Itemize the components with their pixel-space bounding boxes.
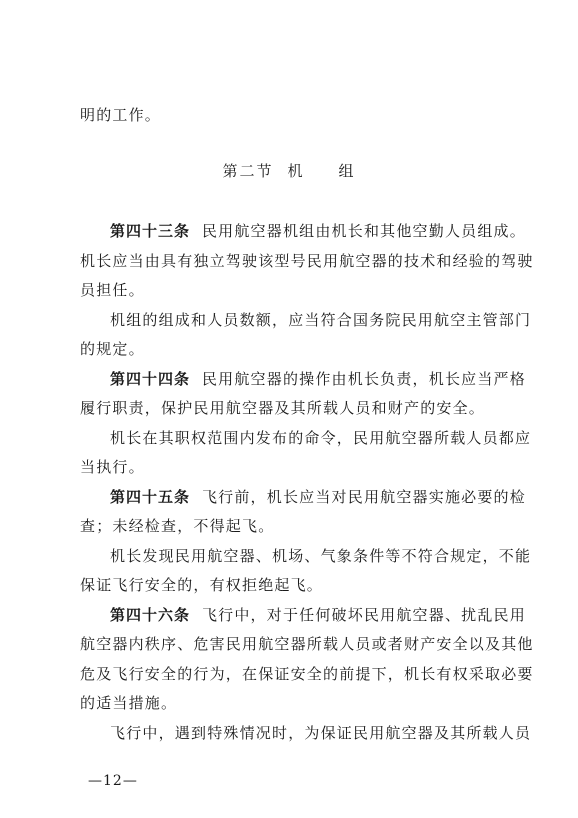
- paragraph-line: 机长应当由具有独立驾驶该型号民用航空器的技术和经验的驾驶: [80, 251, 534, 270]
- article-number: 第四十四条: [110, 369, 191, 388]
- paragraph-line: 航空器内秩序、危害民用航空器所载人员或者财产安全以及其他: [80, 635, 534, 653]
- captain-orders-paragraph: [80, 424, 532, 483]
- paragraph-line: 机组的组成和人员数额，应当符合国务院民用航空主管部门: [110, 310, 532, 329]
- crew-composition-paragraph: [80, 306, 532, 365]
- paragraph-line: 当执行。: [80, 458, 145, 476]
- section-heading-part1: 第二节: [222, 162, 274, 180]
- paragraph-line: 机长发现民用航空器、机场、气象条件等不符合规定，不能: [110, 546, 532, 565]
- article-46-paragraph: [80, 601, 534, 719]
- paragraph-line: 查；未经检查，不得起飞。: [80, 517, 275, 535]
- carryover-text: [80, 101, 512, 131]
- paragraph-line: 第四十三条 民用航空器机组由机长和其他空勤人员组成。: [110, 222, 526, 240]
- paragraph-line: 机长在其职权范围内发布的命令，民用航空器所载人员都应: [110, 428, 532, 447]
- section-heading: [0, 160, 578, 181]
- article-44-paragraph: [80, 365, 526, 424]
- carryover-line: 明的工作。: [80, 106, 162, 124]
- paragraph-line: 保证飞行安全的，有权拒绝起飞。: [80, 576, 324, 594]
- section-heading-part3: 组: [338, 162, 356, 180]
- paragraph-line: 第四十五条 飞行前，机长应当对民用航空器实施必要的检: [110, 487, 526, 506]
- article-number: 第四十六条: [110, 605, 191, 624]
- article-number: 第四十三条: [110, 222, 191, 240]
- article-45-paragraph: [80, 483, 526, 542]
- paragraph-line: 的适当措施。: [80, 694, 178, 712]
- article-43-paragraph: [80, 217, 534, 306]
- page-number: —12—: [88, 773, 138, 789]
- paragraph-line: 的规定。: [80, 340, 145, 358]
- body-text: [80, 217, 534, 748]
- paragraph-line: 危及飞行安全的行为，在保证安全的前提下，机长有权采取必要: [80, 664, 534, 683]
- section-heading-part2: 机: [287, 162, 305, 180]
- paragraph-line: 履行职责，保护民用航空器及其所载人员和财产的安全。: [80, 399, 486, 417]
- article-number: 第四十五条: [110, 487, 191, 506]
- refuse-takeoff-paragraph: [80, 542, 532, 601]
- paragraph-line: 第四十六条 飞行中，对于任何破坏民用航空器、扰乱民用: [110, 605, 526, 624]
- special-circumstances-paragraph: [80, 719, 532, 749]
- paragraph-line: 第四十四条 民用航空器的操作由机长负责，机长应当严格: [110, 369, 526, 388]
- paragraph-line: 飞行中，遇到特殊情况时，为保证民用航空器及其所载人员: [110, 723, 532, 742]
- paragraph-line: 员担任。: [80, 281, 145, 299]
